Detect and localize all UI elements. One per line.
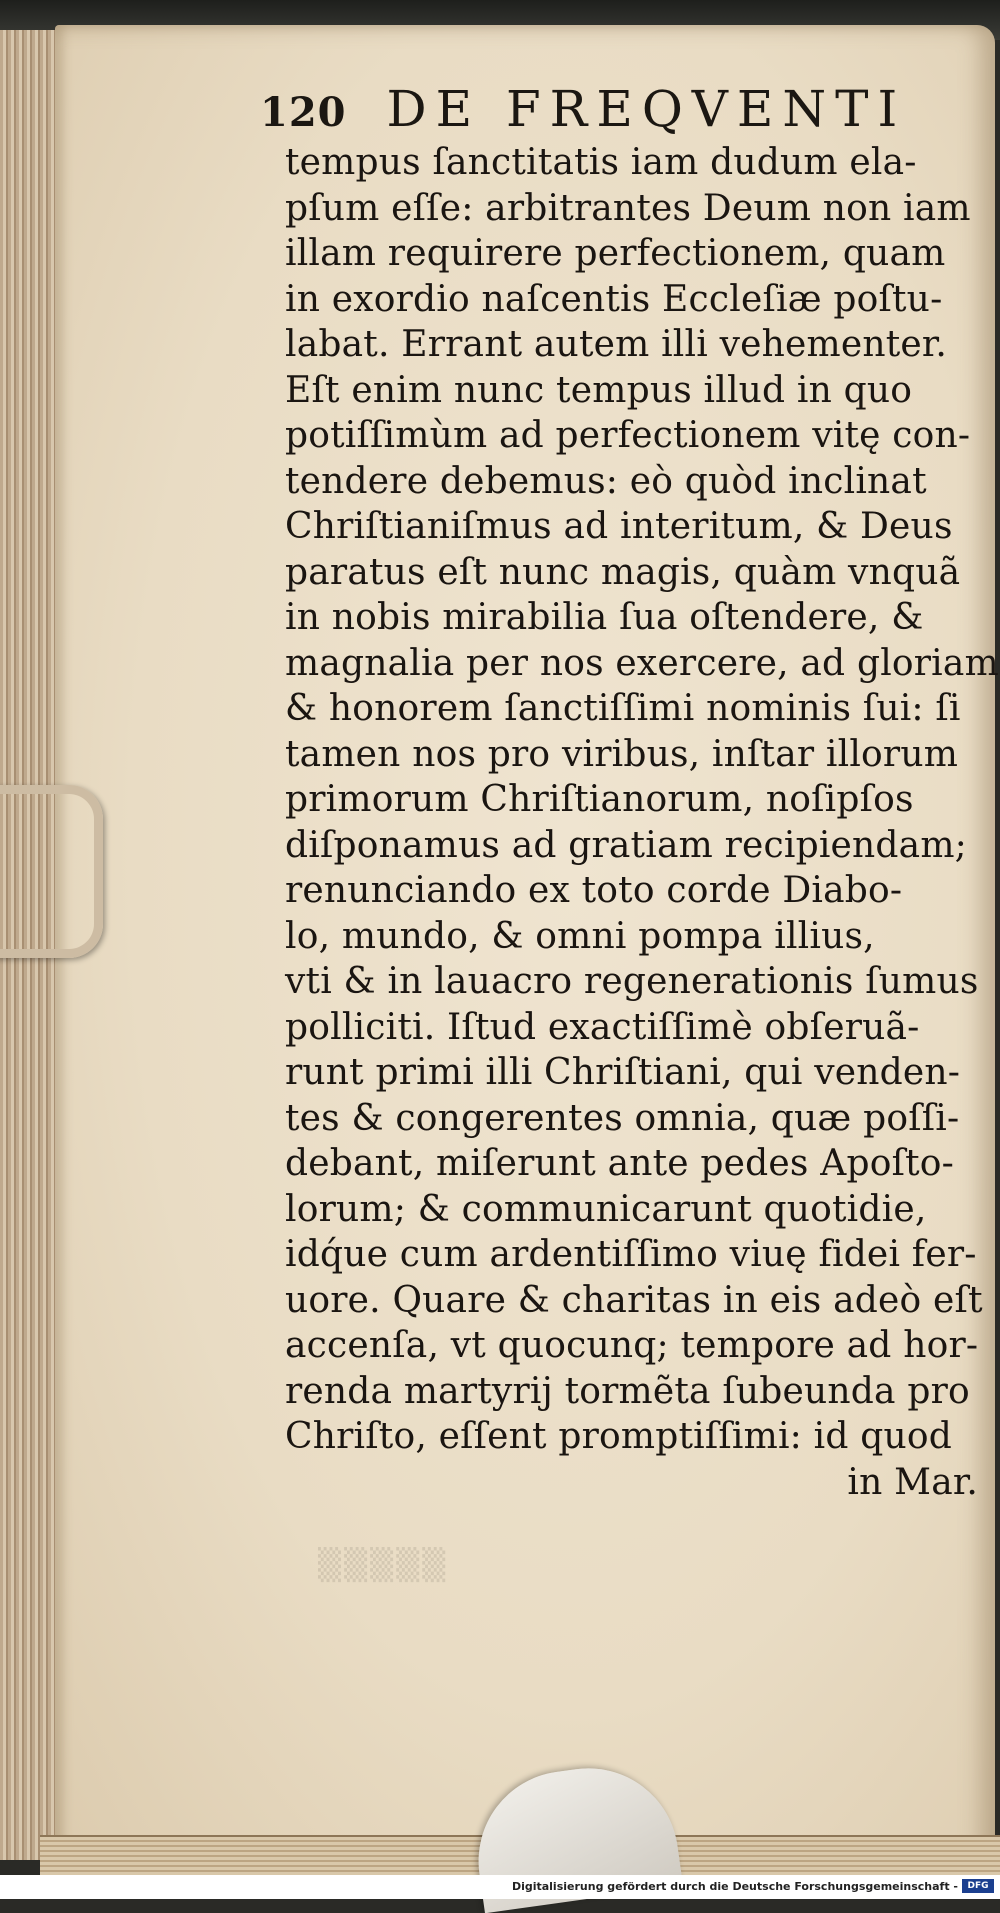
text-line: labat. Errant autem illi vehementer.: [285, 324, 948, 365]
text-line: renda martyrij tormẽta ſubeunda pro: [285, 1370, 970, 1412]
text-line: & honorem ſanctiſſimi nominis ſui: ſi: [285, 688, 961, 729]
book-clasp: [0, 785, 103, 958]
text-line: Eſt enim nunc tempus illud in quo: [285, 369, 913, 411]
digitization-credit: Digitalisierung gefördert durch die Deutsche Forschungsgemeinschaft -: [511, 1880, 958, 1893]
text-line: lorum; & communicarunt quotidie,: [285, 1188, 927, 1230]
text-line: magnalia per nos exercere, ad gloriam: [285, 642, 999, 684]
text-line: idq́ue cum ardentiſſimo viuę fidei fer-: [285, 1234, 977, 1275]
text-line: renunciando ex toto corde Diabo-: [285, 870, 903, 911]
text-line: uore. Quare & charitas in eis adeò eſt: [285, 1279, 983, 1321]
text-line: potiſſimùm ad perfectionem vitę con-: [285, 415, 971, 456]
text-line: in exordio naſcentis Eccleſiæ poſtu-: [285, 278, 943, 320]
text-line: in nobis mirabilia ſua oſtendere, &: [285, 597, 924, 638]
text-line: tes & congerentes omnia, quæ poſſi-: [285, 1097, 960, 1139]
dfg-logo[interactable]: DFG: [962, 1879, 994, 1893]
text-line: diſponamus ad gratiam recipiendam;: [285, 824, 967, 866]
text-line: lo, mundo, & omni pompa illius,: [285, 915, 875, 957]
text-line: runt primi illi Chriſtiani, qui venden-: [285, 1052, 961, 1093]
catchword: in Mar.: [847, 1461, 978, 1503]
text-line: tamen nos pro viribus, inſtar illorum: [285, 733, 959, 775]
text-line: tempus ſanctitatis iam dudum ela-: [285, 142, 917, 183]
text-line: paratus eſt nunc magis, quàm vnquã: [285, 551, 961, 593]
text-line: Chriſto, eſſent promptiſſimi: id quod: [285, 1416, 952, 1457]
text-line: polliciti. Iſtud exactiſſimè obſeruã-: [285, 1006, 920, 1048]
page-number: 120: [260, 89, 347, 136]
show-through-ink: ▒▒▒▒▒: [318, 1548, 449, 1583]
text-line: debant, miſerunt ante pedes Apoſto-: [285, 1143, 954, 1184]
text-line: primorum Chriſtianorum, noſipſos: [285, 779, 914, 820]
text-line: illam requirere perfectionem, quam: [285, 233, 946, 274]
text-line: vti & in lauacro regenerationis ſumus: [285, 961, 979, 1002]
running-title: DE FREQVENTI: [386, 80, 907, 138]
text-line: pſum eſſe: arbitrantes Deum non iam: [285, 187, 971, 229]
body-text: [285, 140, 999, 1505]
text-line: accenſa, vt quocunq; tempore ad hor-: [285, 1325, 979, 1366]
text-line: Chriſtianiſmus ad interitum, & Deus: [285, 506, 953, 547]
text-line: tendere debemus: eò quòd inclinat: [285, 460, 927, 502]
